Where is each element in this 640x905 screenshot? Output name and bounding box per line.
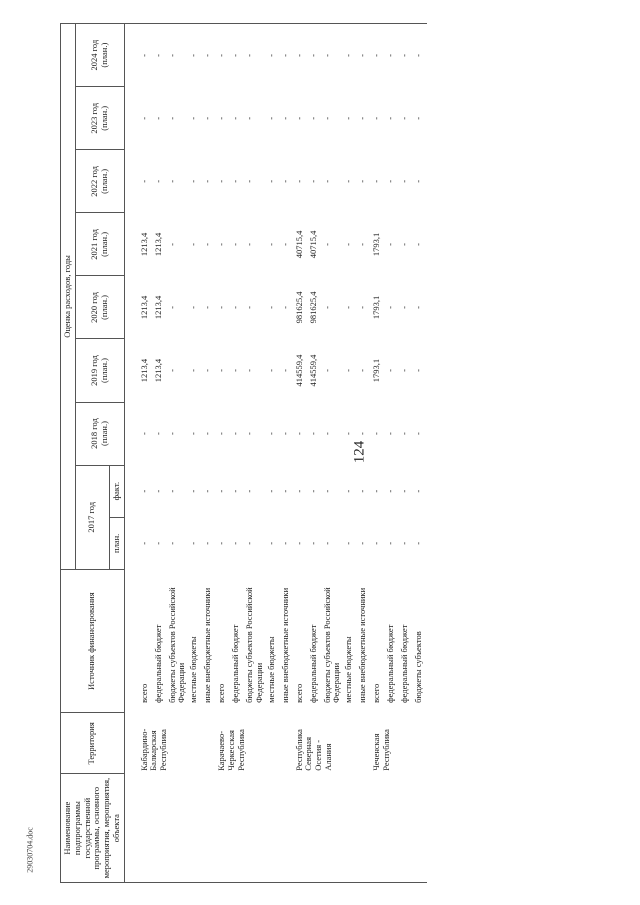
value-cell: -: [413, 369, 424, 372]
value-cell: -: [293, 116, 304, 120]
value-cell: -: [279, 242, 290, 246]
spacer-row: [124, 24, 139, 883]
value-cell: -: [230, 432, 241, 435]
header-source: Источник финансирования: [61, 569, 125, 713]
header-fact: факт.: [109, 465, 124, 517]
program-name-cell: [202, 774, 216, 883]
territory-cell: Карачаево-Черкесская Республика: [216, 729, 246, 771]
program-name-cell: [139, 774, 153, 883]
funding-source-cell: местные бюджеты: [265, 636, 276, 703]
header-name: Наименование подпрограммы государственной программы, основного мероприятия, мероприятия, объекта: [61, 774, 125, 883]
value-cell: -: [413, 432, 424, 435]
funding-source-cell: местные бюджеты: [188, 636, 199, 703]
value-cell: -: [413, 489, 424, 493]
document-file-code: 29030704.doc: [25, 827, 35, 873]
value-cell: -: [166, 306, 177, 309]
value-cell: -: [244, 369, 255, 372]
budget-table: [60, 23, 427, 883]
value-cell: -: [138, 116, 149, 120]
value-cell: -: [202, 432, 213, 435]
value-cell: -: [279, 541, 290, 545]
value-cell: -: [216, 541, 227, 545]
value-cell: 1213,4: [152, 358, 163, 383]
value-cell: -: [399, 116, 410, 120]
value-cell: -: [230, 306, 241, 309]
value-cell: -: [357, 24, 371, 87]
value-cell: -: [399, 369, 410, 372]
value-cell: -: [188, 541, 199, 545]
value-cell: -: [343, 432, 354, 435]
value-cell: -: [321, 541, 332, 545]
value-cell: 1793,1: [371, 358, 382, 383]
value-cell: -: [139, 24, 153, 87]
value-cell: -: [152, 541, 163, 545]
funding-source-cell: иные внебюджетные источники: [357, 587, 368, 703]
value-cell: -: [371, 541, 382, 545]
territory-cell: Республика Северная Осетия - Алания: [293, 729, 333, 771]
value-cell: -: [230, 541, 241, 545]
value-cell: -: [399, 179, 410, 183]
funding-source-cell: федеральный бюджет: [230, 624, 241, 703]
value-cell: -: [371, 179, 382, 183]
value-cell: 414559,4: [293, 354, 304, 387]
funding-source-cell: всего: [293, 683, 304, 703]
value-cell: -: [399, 489, 410, 493]
value-cell: -: [166, 242, 177, 246]
value-cell: -: [202, 306, 213, 309]
value-cell: -: [357, 179, 368, 183]
value-cell: -: [343, 242, 354, 246]
value-cell: -: [385, 179, 396, 183]
value-cell: -: [321, 489, 332, 493]
value-cell: -: [202, 369, 213, 372]
value-cell: -: [343, 116, 354, 120]
value-cell: -: [166, 369, 177, 372]
value-cell: -: [152, 432, 163, 435]
value-cell: -: [202, 116, 213, 120]
value-cell: -: [279, 489, 290, 493]
value-cell: -: [230, 179, 241, 183]
value-cell: -: [153, 24, 167, 87]
value-cell: 981625,4: [293, 291, 304, 324]
value-cell: 40715,4: [293, 230, 304, 259]
value-cell: -: [265, 179, 276, 183]
header-year: 2021 год (план.): [75, 213, 124, 276]
program-name-cell: [216, 774, 230, 883]
value-cell: -: [202, 489, 213, 493]
value-cell: -: [265, 489, 276, 493]
value-cell: -: [385, 242, 396, 246]
value-cell: -: [244, 179, 255, 183]
value-cell: -: [188, 369, 199, 372]
value-cell: -: [371, 432, 382, 435]
funding-source-cell: бюджеты субъектов Российской Федерации: [244, 587, 264, 703]
value-cell: 1213,4: [138, 232, 149, 257]
value-cell: -: [321, 242, 332, 246]
value-cell: -: [138, 179, 149, 183]
value-cell: -: [216, 116, 227, 120]
value-cell: -: [230, 116, 241, 120]
funding-source-cell: всего: [371, 683, 382, 703]
value-cell: -: [166, 432, 177, 435]
value-cell: -: [413, 179, 424, 183]
program-name-cell: [322, 774, 344, 883]
value-cell: -: [244, 306, 255, 309]
value-cell: -: [188, 179, 199, 183]
value-cell: -: [216, 432, 227, 435]
value-cell: -: [216, 179, 227, 183]
header-2017: 2017 год: [75, 465, 109, 569]
header-year: 2019 год (план.): [75, 339, 124, 402]
value-cell: 40715,4: [307, 230, 318, 259]
value-cell: -: [166, 541, 177, 545]
value-cell: -: [138, 541, 149, 545]
value-cell: -: [188, 24, 202, 87]
value-cell: -: [357, 242, 368, 246]
value-cell: -: [343, 489, 354, 493]
funding-source-cell: федеральный бюджет: [307, 624, 318, 703]
page-number: 124: [351, 440, 368, 464]
value-cell: -: [371, 116, 382, 120]
value-cell: -: [307, 541, 318, 545]
table-header: [61, 24, 125, 883]
value-cell: -: [385, 306, 396, 309]
value-cell: 981625,4: [307, 291, 318, 324]
table-row: [139, 24, 153, 883]
table-row: [294, 24, 308, 883]
value-cell: -: [280, 24, 294, 87]
program-name-cell: [244, 774, 266, 883]
value-cell: -: [279, 306, 290, 309]
value-cell: -: [399, 306, 410, 309]
table-row: [371, 24, 385, 883]
value-cell: -: [399, 242, 410, 246]
value-cell: -: [307, 179, 318, 183]
value-cell: -: [357, 369, 368, 372]
value-cell: -: [343, 541, 354, 545]
value-cell: -: [307, 116, 318, 120]
header-estimate: Оценка расходов, годы: [61, 24, 76, 570]
value-cell: -: [413, 116, 424, 120]
value-cell: -: [265, 541, 276, 545]
value-cell: -: [188, 242, 199, 246]
program-name-cell: [371, 774, 385, 883]
value-cell: -: [293, 432, 304, 435]
value-cell: -: [308, 24, 322, 87]
value-cell: -: [307, 489, 318, 493]
value-cell: -: [293, 489, 304, 493]
funding-source-cell: федеральный бюджет: [399, 624, 410, 703]
value-cell: -: [244, 489, 255, 493]
value-cell: -: [385, 116, 396, 120]
value-cell: -: [279, 432, 290, 435]
value-cell: -: [371, 24, 385, 87]
value-cell: -: [265, 306, 276, 309]
funding-source-cell: иные внебюджетные источники: [279, 587, 290, 703]
value-cell: -: [385, 24, 399, 87]
value-cell: -: [244, 541, 255, 545]
value-cell: -: [266, 24, 280, 87]
value-cell: -: [138, 489, 149, 493]
value-cell: -: [230, 369, 241, 372]
value-cell: -: [321, 116, 332, 120]
program-name-cell: [230, 774, 244, 883]
program-name-cell: [280, 774, 294, 883]
value-cell: -: [413, 541, 424, 545]
funding-source-cell: федеральный бюджет: [152, 624, 163, 703]
value-cell: -: [216, 242, 227, 246]
value-cell: -: [385, 369, 396, 372]
value-cell: 1213,4: [138, 295, 149, 320]
funding-source-cell: местные бюджеты: [343, 636, 354, 703]
program-name-cell: [188, 774, 202, 883]
value-cell: -: [152, 116, 163, 120]
program-name-cell: [266, 774, 280, 883]
header-year: 2022 год (план.): [75, 150, 124, 213]
value-cell: -: [321, 306, 332, 309]
value-cell: -: [265, 242, 276, 246]
funding-source-cell: иные внебюджетные источники: [202, 587, 213, 703]
funding-source-cell: федеральный бюджет: [385, 624, 396, 703]
value-cell: 1213,4: [152, 232, 163, 257]
value-cell: -: [244, 242, 255, 246]
value-cell: -: [413, 24, 427, 87]
value-cell: -: [399, 432, 410, 435]
value-cell: 1793,1: [371, 295, 382, 320]
table-body: [124, 24, 427, 883]
value-cell: -: [188, 432, 199, 435]
value-cell: -: [188, 489, 199, 493]
header-year: 2024 год (план.): [75, 24, 124, 87]
header-plan: план.: [109, 517, 124, 569]
value-cell: -: [343, 24, 357, 87]
value-cell: -: [167, 24, 189, 87]
value-cell: -: [188, 306, 199, 309]
territory-cell: Чеченская Республика: [371, 729, 391, 771]
value-cell: -: [399, 24, 413, 87]
value-cell: -: [230, 242, 241, 246]
value-cell: -: [166, 489, 177, 493]
value-cell: -: [399, 541, 410, 545]
value-cell: -: [279, 369, 290, 372]
value-cell: -: [357, 306, 368, 309]
value-cell: -: [357, 116, 368, 120]
value-cell: -: [152, 179, 163, 183]
header-territory: Территория: [61, 713, 125, 774]
value-cell: -: [265, 369, 276, 372]
value-cell: -: [371, 489, 382, 493]
value-cell: -: [216, 24, 230, 87]
territory-cell: Кабардино-Балкарская Республика: [138, 728, 169, 771]
value-cell: -: [385, 489, 396, 493]
value-cell: -: [413, 306, 424, 309]
value-cell: -: [294, 24, 308, 87]
value-cell: -: [166, 116, 177, 120]
value-cell: -: [138, 432, 149, 435]
value-cell: -: [216, 489, 227, 493]
value-cell: -: [357, 541, 368, 545]
value-cell: -: [307, 432, 318, 435]
value-cell: -: [244, 24, 266, 87]
value-cell: -: [343, 369, 354, 372]
header-year: 2018 год (план.): [75, 402, 124, 465]
value-cell: -: [202, 242, 213, 246]
value-cell: -: [152, 489, 163, 493]
funding-source-cell: бюджеты субъектов Российской Федерации: [321, 587, 342, 703]
value-cell: 1213,4: [138, 358, 149, 383]
value-cell: -: [343, 306, 354, 309]
value-cell: -: [279, 116, 290, 120]
value-cell: -: [230, 24, 244, 87]
funding-source-cell: всего: [216, 683, 227, 703]
rotated-table-container: [60, 23, 630, 883]
value-cell: -: [385, 541, 396, 545]
header-year: 2023 год (план.): [75, 87, 124, 150]
value-cell: -: [202, 541, 213, 545]
value-cell: -: [279, 179, 290, 183]
value-cell: 414559,4: [307, 354, 318, 387]
program-name-cell: [385, 774, 399, 883]
header-year: 2020 год (план.): [75, 276, 124, 339]
value-cell: -: [216, 369, 227, 372]
program-name-cell: [357, 774, 371, 883]
value-cell: -: [357, 432, 368, 435]
funding-source-cell: всего: [138, 683, 149, 703]
program-name-cell: [413, 774, 427, 883]
value-cell: -: [166, 179, 177, 183]
value-cell: -: [216, 306, 227, 309]
value-cell: -: [385, 432, 396, 435]
value-cell: -: [293, 541, 304, 545]
value-cell: -: [244, 432, 255, 435]
rotated-page: [60, 23, 630, 883]
program-name-cell: [153, 774, 167, 883]
value-cell: -: [321, 432, 332, 435]
value-cell: -: [188, 116, 199, 120]
value-cell: -: [293, 179, 304, 183]
funding-source-cell: бюджеты субъектов Российской Федерации: [166, 587, 187, 703]
value-cell: -: [357, 489, 368, 493]
value-cell: -: [265, 432, 276, 435]
program-name-cell: [167, 774, 189, 883]
funding-source-cell: бюджеты субъектов: [413, 631, 424, 703]
value-cell: -: [202, 24, 216, 87]
value-cell: -: [244, 116, 255, 120]
value-cell: -: [321, 179, 332, 183]
value-cell: -: [343, 179, 354, 183]
program-name-cell: [308, 774, 322, 883]
value-cell: 1213,4: [152, 295, 163, 320]
value-cell: -: [321, 369, 332, 372]
program-name-cell: [294, 774, 308, 883]
value-cell: -: [322, 24, 344, 87]
value-cell: -: [265, 116, 276, 120]
table-row: [216, 24, 230, 883]
value-cell: 1793,1: [371, 232, 382, 257]
program-name-cell: [399, 774, 413, 883]
value-cell: -: [202, 179, 213, 183]
value-cell: -: [230, 489, 241, 493]
value-cell: -: [413, 242, 424, 246]
program-name-cell: [343, 774, 357, 883]
